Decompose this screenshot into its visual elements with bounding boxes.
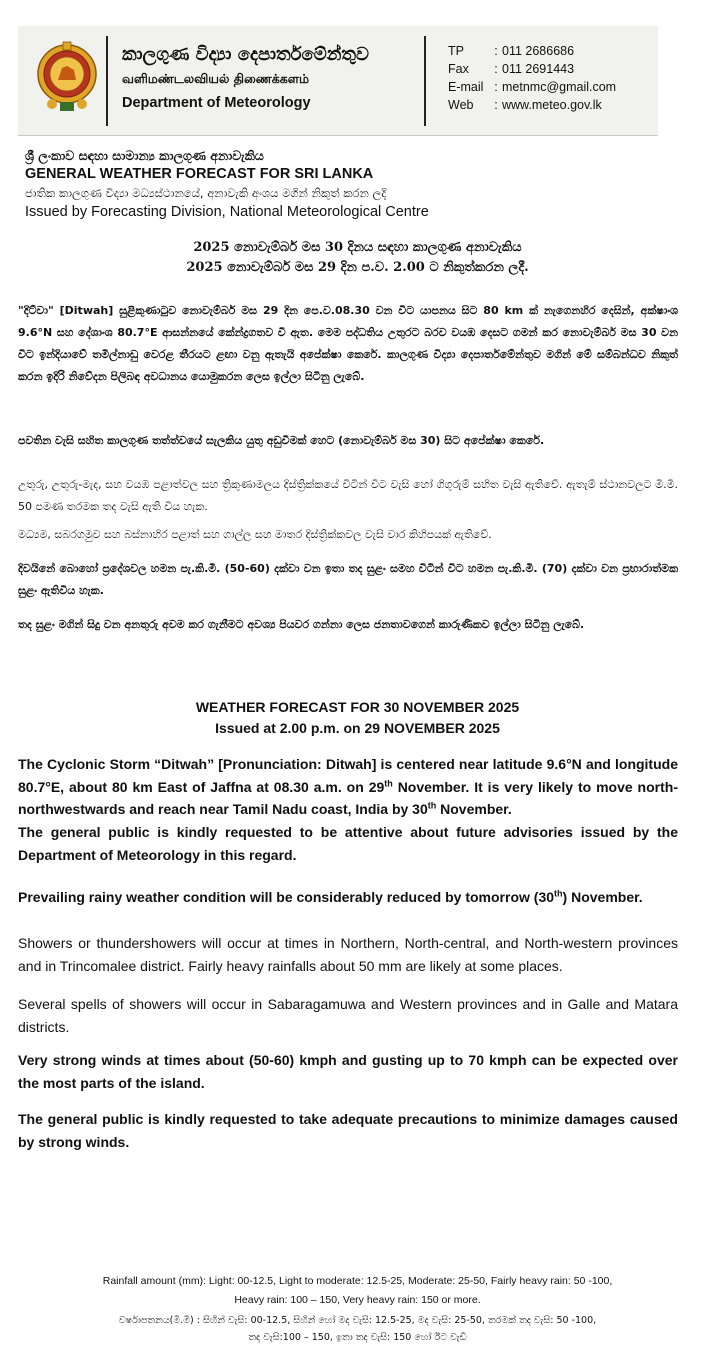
- rainfall-legend-sinhala-1: වර්ෂාපතනය(මි.මී) : සිහින් වැසි: 00-12.5, සිහින් හෝ මද වැසි: 12.5-25, මද වැසි: 25-50, තරමක් තද වැසි: 50 -100,: [118, 1315, 597, 1326]
- contact-value[interactable]: www.meteo.gov.lk: [502, 98, 602, 112]
- cyclone-text-part2: November. It is very likely to move north-northwestwards and reach near Tamil Nadu coast, India by 30: [18, 778, 678, 817]
- contact-label: Web: [448, 98, 474, 112]
- english-forecast-heading: WEATHER FORECAST FOR 30 NOVEMBER 2025: [195, 699, 520, 715]
- document-title: [25, 146, 525, 222]
- issued-by-english: Issued by Forecasting Division, National Meteorological Centre: [25, 204, 429, 220]
- contact-value[interactable]: metnmc@gmail.com: [502, 80, 617, 94]
- sinhala-paragraph-precautions: තද සුළං මගින් සිදු වන අනතුරු අවම කර ගැනීමට අවශ්‍ය පියවර ගන්නා ලෙස ජනතාවගෙන් කාරුණිකව ඉල්ලා සිටිනු ලැබේ.: [18, 618, 585, 631]
- rainfall-legend-english-1: Rainfall amount (mm): Light: 00-12.5, Light to moderate: 12.5-25, Moderate: 25-50, Fairly heavy rain: 50 -100,: [102, 1275, 613, 1287]
- english-issued-heading: Issued at 2.00 p.m. on 29 NOVEMBER 2025: [215, 720, 500, 736]
- contact-label: Fax: [448, 62, 469, 76]
- contact-separator: :: [494, 62, 498, 76]
- contact-label: TP: [448, 44, 464, 58]
- sinhala-forecast-heading: 2025 නොවැම්බර් මස 30 දිනය සඳහා කාලගුණ අනාවැකිය: [193, 240, 522, 255]
- org-name-sinhala: කාලගුණ විද්‍යා දෙපාර්තමේන්තුව: [122, 44, 369, 65]
- org-name-english: Department of Meteorology: [122, 95, 311, 111]
- english-paragraph-advisories: The general public is kindly requested to be attentive about future advisories issued by the Department of Meteorology in this regard.: [18, 824, 678, 863]
- title-english: GENERAL WEATHER FORECAST FOR SRI LANKA: [25, 166, 374, 182]
- sinhala-paragraph-winds: දිවයිනේ බොහෝ ප්‍රදේශවල හමන පැ.කි.මී. (50-60) දක්වා වන ඉතා තද සුළං සමහ විටින් විට හමන පැ.කි.මී. (70) දක්වා වන ප්‍රභාරාත්මක සුළං ඇතිවිය හැක.: [18, 562, 678, 597]
- ordinal-suffix: th: [384, 777, 393, 788]
- sinhala-paragraph-cyclone: "දිට්වා" [Ditwah] සුළිකුණාටුව නොවැම්බර් මස 29 දින පෙ.ව.08.30 වන විට යාපනය සිට 80 km ක් නැගෙනහිර දෙසින්, අක්ෂාංශ 9.6°N සහ දේශාංශ 80.7°E ආසන්නයේ කේන්ද්‍රගතව වී ඇත. මෙම පද්ධතිය උතුරට බරව වයඹ දෙසට ගමන් කර නොවැම්බර් මස 30 වන විට ඉන්දියාවේ තමිල්නාඩු වෙරළ තීරයට ළඟා වනු ඇතැයි අපේක්ෂා කෙරේ. කාලගුණ විද්‍යා දෙපාර්තමේන්තුව මගින් මේ සම්බන්ධව නිකුත් කරන ඉදිරි නිවේදන පිලිබඳ අවධානය යොමුකරන ලෙස ඉල්ලා සිටිනු ලැබේ.: [18, 304, 678, 383]
- rainfall-legend-sinhala-2: තද වැසි:100 – 150, ඉතා තද වැසි: 150 හෝ ඊට වැඩි: [248, 1332, 467, 1343]
- contact-separator: :: [494, 80, 498, 94]
- org-name-tamil: வளிமண்டலவியல் திணைக்களம்: [122, 71, 310, 86]
- issued-by-sinhala: ජාතික කාලගුණ විද්‍යා මධ්‍යස්ථානයේ, අනාවැකි අංශය මගින් නිකුත් කරන ලදි: [25, 186, 387, 200]
- contact-separator: :: [494, 44, 498, 58]
- divider: [106, 36, 108, 126]
- sinhala-issued-heading: 2025 නොවැම්බර් මස 29 දින ප.ව. 2.00 ට නිකුත්කරන ලදී.: [186, 260, 529, 275]
- english-paragraph-precautions: The general public is kindly requested to take adequate precautions to minimize damages caused by strong winds.: [18, 1111, 678, 1150]
- contact-separator: :: [494, 98, 498, 112]
- english-paragraph-winds: Very strong winds at times about (50-60) kmph and gusting up to 70 kmph can be expected over the most parts of the island.: [18, 1052, 678, 1091]
- contact-label: E-mail: [448, 80, 484, 94]
- letterhead: [18, 26, 658, 136]
- rainfall-legend-english-2: Heavy rain: 100 – 150, Very heavy rain: 150 or more.: [234, 1294, 481, 1306]
- contact-row-email: [448, 78, 616, 96]
- english-paragraph-showers: Showers or thundershowers will occur at times in Northern, North-central, and North-western provinces and in Trincomalee district. Fairly heavy rainfalls about 50 mm are likely at some places.: [18, 935, 678, 974]
- reduction-text-part2: ) November.: [562, 889, 643, 905]
- contact-value: 011 2691443: [502, 62, 575, 76]
- english-paragraph-spells: Several spells of showers will occur in Sabaragamuwa and Western provinces and in Galle and Matara districts.: [18, 996, 678, 1035]
- contact-row-tp: [448, 42, 616, 60]
- sinhala-paragraph-showers: උතුරු, උතුරු-මැද, සහ වයඹ පළාත්වල සහ ත්‍රිකුණාමලය දිස්ත්‍රික්කයේ විටින් විට වැසි හෝ ගිගුරුම් සහිත වැසි ඇතිවේ. ඇතැම් ස්ථානවලට මි.මී. 50 පමණ තරමක තද වැසි ඇති විය හැක.: [18, 478, 678, 513]
- contact-value: 011 2686686: [502, 44, 575, 58]
- sinhala-paragraph-rain-reduction: පවතින වැසි සහිත කාලගුණ තත්ත්වයේ සැලකිය යුතු අඩුවීමක් හෙට (නොවැම්බර් මස 30) සිට අපේක්ෂා කෙරේ.: [18, 434, 545, 447]
- divider: [424, 36, 426, 126]
- organization-name: [122, 44, 369, 111]
- ordinal-suffix: th: [554, 888, 563, 899]
- contact-row-fax: [448, 60, 616, 78]
- title-sinhala: ශ්‍රී ලංකාව සඳහා සාමාන්‍ය කාලගුණ අනාවැකිය: [25, 148, 264, 163]
- cyclone-text-part1: The Cyclonic Storm “Ditwah” [Pronunciation: Ditwah] is centered near latitude 9.6°N and longitude 80.7°E, about 80 km East of Jaffna at 08.30 a.m. on 29: [18, 756, 678, 795]
- sinhala-paragraph-spells: මධ්‍යම, සබරගමුව සහ බස්නාහිර පළාත් සහ ගාල්ල සහ මාතර දිස්ත්‍රික්කවල වැසි වාර කිහිපයක් ඇතිවේ.: [18, 528, 492, 541]
- ordinal-suffix: th: [427, 800, 437, 811]
- cyclone-text-part3: November.: [436, 801, 512, 817]
- english-paragraph-rain-reduction: [18, 886, 678, 909]
- english-paragraph-cyclone: [18, 753, 678, 821]
- contact-info: [448, 42, 616, 114]
- reduction-text-part1: Prevailing rainy weather condition will be considerably reduced by tomorrow (30: [18, 889, 555, 905]
- sri-lanka-emblem-icon: [34, 36, 100, 116]
- contact-row-web: [448, 96, 616, 114]
